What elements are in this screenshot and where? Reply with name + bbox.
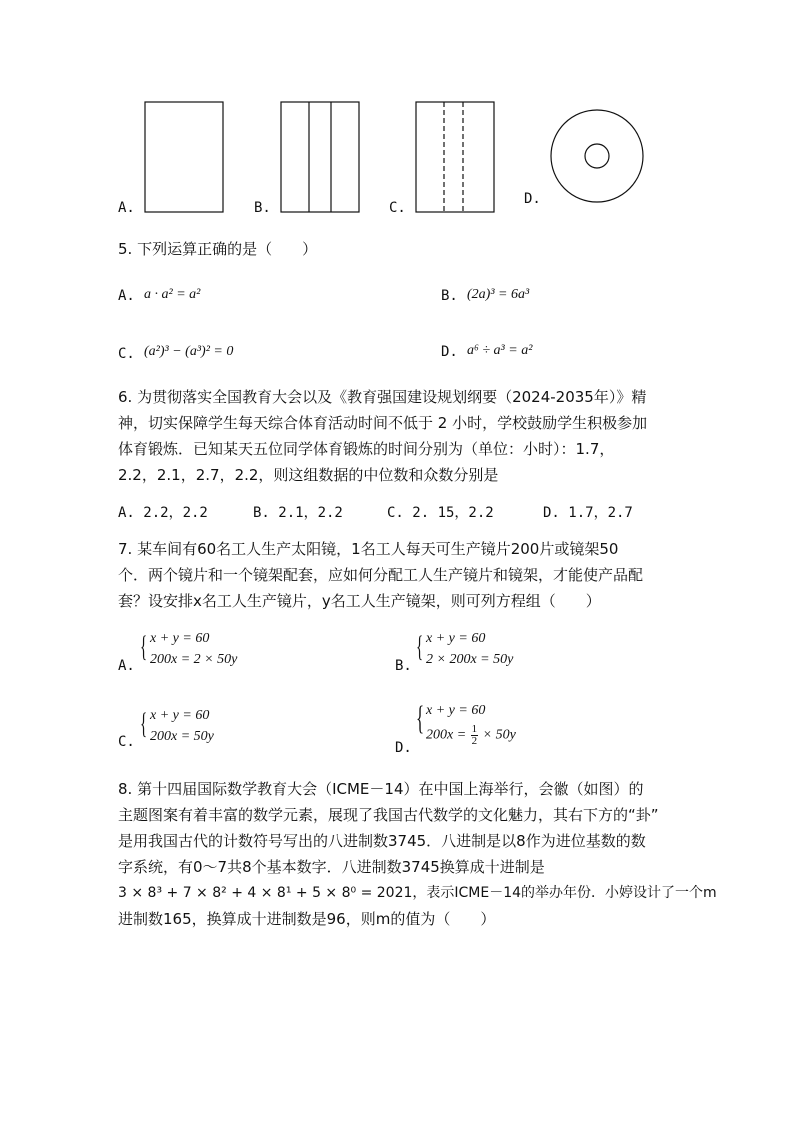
q4-option-b-label: B. bbox=[254, 200, 271, 216]
q6-option-b: B. 2.1，2.2 bbox=[253, 505, 343, 521]
q6-line-2: 神，切实保障学生每天综合体育活动时间不低于 2 小时，学校鼓励学生积极参加 bbox=[118, 414, 648, 432]
q4-option-c-label: C. bbox=[389, 200, 406, 216]
q6-option-a: A. 2.2，2.2 bbox=[118, 505, 208, 521]
q5-option-a-label: A. bbox=[118, 288, 135, 304]
q7-option-a-label: A. bbox=[118, 658, 135, 674]
q7-option-d-label: D. bbox=[395, 740, 412, 756]
q7-option-b-system: { x + y = 60 2 × 200x = 50y bbox=[426, 628, 513, 670]
q7-option-d-eq2 bbox=[426, 724, 516, 747]
q8-line-3: 是用我国古代的计数符号写出的八进制数3745．八进制是以8作为进位基数的数 bbox=[118, 832, 646, 850]
q4-figures bbox=[0, 0, 794, 230]
q5-option-d-expr: a⁶ ÷ a³ = a² bbox=[467, 343, 533, 358]
q5-option-d-label: D. bbox=[441, 344, 458, 360]
q8-line-2: 主题图案有着丰富的数学元素，展现了我国古代数学的文化魅力，其右下方的“卦” bbox=[118, 806, 659, 824]
q7-option-a-eq1: x + y = 60 bbox=[150, 631, 210, 646]
q6-option-c: C. 2. 15，2.2 bbox=[387, 505, 494, 521]
q7-option-c-label: C. bbox=[118, 734, 135, 750]
q5-option-b-expr: (2a)³ = 6a³ bbox=[467, 287, 530, 302]
q7-option-d-eq2-right: × 50y bbox=[479, 727, 516, 743]
q5-option-a-expr: a · a² = a² bbox=[144, 287, 201, 302]
q7-line-1: 7. 某车间有60名工人生产太阳镜，1名工人每天可生产镜片200片或镜架50 bbox=[118, 540, 619, 558]
q8-line-4: 字系统，有0～7共8个基本数字．八进制数3745换算成十进制是 bbox=[118, 858, 545, 876]
q7-option-d-eq1: x + y = 60 bbox=[426, 703, 486, 718]
q7-option-c-system: { x + y = 60 200x = 50y bbox=[150, 705, 214, 747]
q8-line-6: 进制数165，换算成十进制数是96，则m的值为（ ） bbox=[118, 910, 496, 928]
q6-line-3: 体育锻炼．已知某天五位同学体育锻炼的时间分别为（单位：小时）：1.7， bbox=[118, 440, 615, 458]
figure-b-rectangle-solid-lines bbox=[281, 102, 359, 212]
figure-c-rectangle-dashed-lines bbox=[416, 102, 494, 212]
q7-option-d-fraction bbox=[471, 724, 479, 747]
figure-d-concentric-circles bbox=[551, 110, 643, 202]
q7-option-d-eq2-left: 200x = bbox=[426, 727, 470, 743]
q7-option-d-system: { x + y = 60 200x = $\frac{1}{2}$ × 50y bbox=[416, 700, 516, 747]
q4-option-d-label: D. bbox=[524, 191, 541, 207]
fraction-numerator: 1 bbox=[471, 723, 478, 735]
q8-line-5: 3 × 8³ + 7 × 8² + 4 × 8¹ + 5 × 8⁰ = 2021，表示ICME－14的举办年份．小婷设计了一个m bbox=[118, 885, 717, 901]
q6-option-d: D. 1.7，2.7 bbox=[543, 505, 633, 521]
q5-option-c-label: C. bbox=[118, 346, 135, 362]
figure-a-rectangle bbox=[145, 102, 223, 212]
q7-option-c-eq1: x + y = 60 bbox=[150, 708, 210, 723]
q7-option-a-eq2: 200x = 2 × 50y bbox=[150, 652, 238, 667]
q7-option-a-system: { x + y = 60 200x = 2 × 50y bbox=[150, 628, 237, 670]
q6-line-1: 6. 为贯彻落实全国教育大会以及《教育强国建设规划纲要（2024-2035年）》精 bbox=[118, 388, 647, 406]
q5-stem: 5. 下列运算正确的是（ ） bbox=[118, 240, 318, 258]
q7-line-3: 套？设安排x名工人生产镜片，y名工人生产镜架，则可列方程组（ ） bbox=[118, 592, 601, 610]
q7-option-b-eq1: x + y = 60 bbox=[426, 631, 486, 646]
fraction-denominator: 2 bbox=[471, 735, 478, 747]
q8-line-1: 8. 第十四届国际数学教育大会（ICME－14）在中国上海举行，会徽（如图）的 bbox=[118, 780, 644, 798]
q7-line-2: 个．两个镜片和一个镜架配套，应如何分配工人生产镜片和镜架，才能使产品配 bbox=[118, 566, 644, 584]
q7-option-b-eq2: 2 × 200x = 50y bbox=[426, 652, 514, 667]
q6-line-4: 2.2，2.1，2.7，2.2，则这组数据的中位数和众数分别是 bbox=[118, 466, 499, 484]
q5-option-c-expr: (a²)³ − (a³)² = 0 bbox=[144, 344, 234, 359]
q7-option-b-label: B. bbox=[395, 658, 412, 674]
q7-option-c-eq2: 200x = 50y bbox=[150, 729, 214, 744]
q4-option-a-label: A. bbox=[118, 200, 135, 216]
q5-option-b-label: B. bbox=[441, 288, 458, 304]
